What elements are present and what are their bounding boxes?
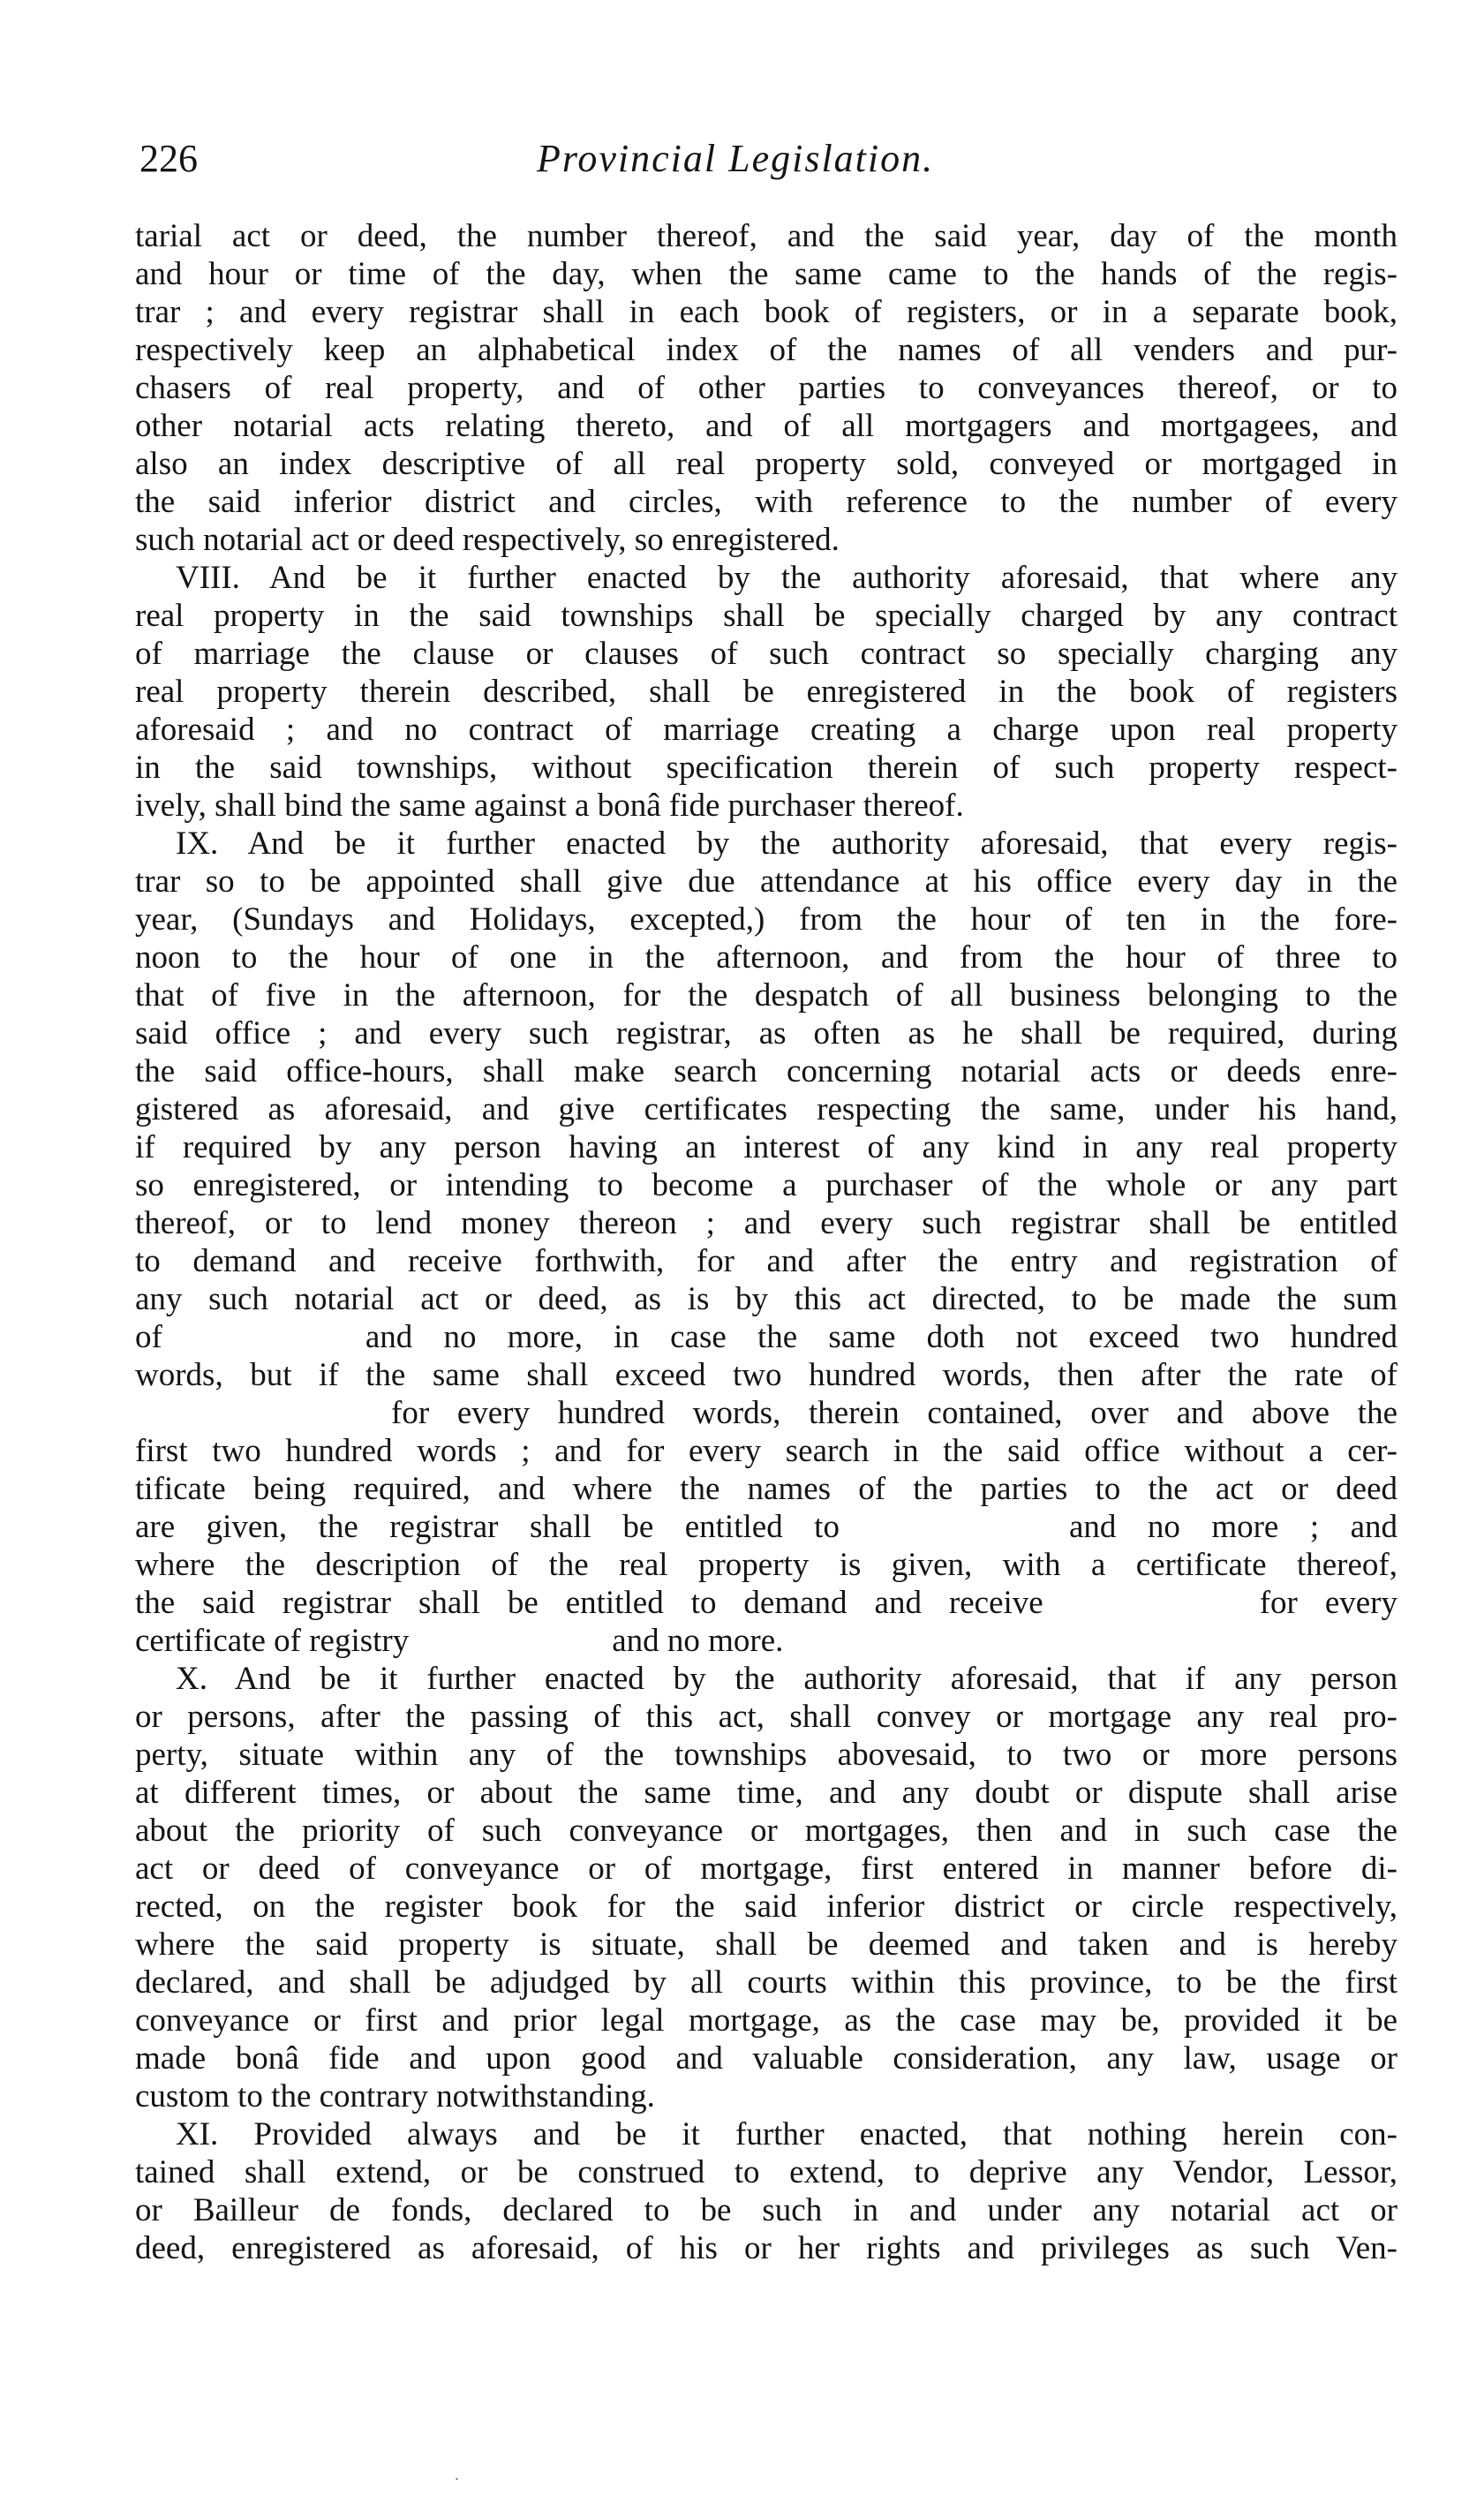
text-line: deed, enregistered as aforesaid, of his or her rights and privileges as such Ven- (135, 2230, 1397, 2266)
text-line: any such notarial act or deed, as is by this act directed, to be made the sum (135, 1281, 1397, 1317)
text-line: conveyance or first and prior legal mortgage, as the case may be, provided it be (135, 2002, 1397, 2039)
text-segment: and no more, in case the same doth not exceed two hundred (365, 1319, 1397, 1355)
text-line: tificate being required, and where the names of the parties to the act or deed (135, 1471, 1397, 1507)
text-line: chasers of real property, and of other parties to conveyances thereof, or to (135, 370, 1397, 406)
text-line: noon to the hour of one in the afternoon, and from the hour of three to (135, 939, 1397, 976)
text-line: rected, on the register book for the said inferior district or circle respectively, (135, 1888, 1397, 1925)
text-line: or persons, after the passing of this act, shall convey or mortgage any real pro- (135, 1699, 1397, 1735)
text-line: tarial act or deed, the number thereof, and the said year, day of the month (135, 218, 1397, 254)
text-line: the said office-hours, shall make search concerning notarial acts or deeds enre- (135, 1053, 1397, 1089)
text-line: thereof, or to lend money thereon ; and every such registrar shall be entitled (135, 1205, 1397, 1241)
text-line: about the priority of such conveyance or mortgages, then and in such case the (135, 1813, 1397, 1849)
section-ix-start: IX. And be it further enacted by the authority aforesaid, that every regis- (176, 826, 1397, 862)
text-segment: of (135, 1319, 162, 1355)
text-line: words, but if the same shall exceed two hundred words, then after the rate of (135, 1357, 1397, 1393)
text-line: so enregistered, or intending to become a purchaser of the whole or any part (135, 1167, 1397, 1203)
text-line: respectively keep an alphabetical index of the names of all venders and pur- (135, 332, 1397, 368)
text-line: that of five in the afternoon, for the despatch of all business belonging to the (135, 977, 1397, 1014)
text-segment: and no more. (612, 1623, 784, 1659)
body-text (135, 217, 1397, 2267)
text-line: real property therein described, shall be enregistered in the book of registers (135, 674, 1397, 710)
section-xi-start: XI. Provided always and be it further enacted, that nothing herein con- (176, 2116, 1397, 2152)
text-line: if required by any person having an interest of any kind in any real property (135, 1129, 1397, 1165)
text-line: trar ; and every registrar shall in each book of registers, or in a separate book, (135, 294, 1397, 330)
text-line: said office ; and every such registrar, as often as he shall be required, during (135, 1015, 1397, 1052)
text-line: such notarial act or deed respectively, so enregistered. (135, 522, 840, 558)
text-line-with-blank (135, 1622, 1397, 1660)
text-line: also an index descriptive of all real property sold, conveyed or mortgaged in (135, 446, 1397, 482)
text-line: act or deed of conveyance or of mortgage, first entered in manner before di- (135, 1851, 1397, 1887)
text-segment: certificate of registry (135, 1623, 410, 1659)
section-viii-start: VIII. And be it further enacted by the authority aforesaid, that where any (176, 560, 1397, 596)
text-line: or Bailleur de fonds, declared to be such in and under any notarial act or (135, 2192, 1397, 2228)
text-line: other notarial acts relating thereto, and of all mortgagers and mortgagees, and (135, 408, 1397, 444)
text-line: aforesaid ; and no contract of marriage creating a charge upon real property (135, 712, 1397, 748)
text-line-with-blank (135, 1584, 1397, 1622)
text-line: trar so to be appointed shall give due attendance at his office every day in the (135, 863, 1397, 900)
section-x-start: X. And be it further enacted by the authority aforesaid, that if any person (176, 1661, 1397, 1697)
page-number: 226 (139, 137, 198, 180)
text-line: of marriage the clause or clauses of such contract so specially charging any (135, 636, 1397, 672)
text-segment: are given, the registrar shall be entitled to (135, 1509, 840, 1545)
running-head: Provincial Legislation. (537, 137, 935, 180)
text-line: where the said property is situate, shall be deemed and taken and is hereby (135, 1926, 1397, 1963)
text-line-with-blank (135, 1318, 1397, 1356)
text-line: and hour or time of the day, when the same came to the hands of the regis- (135, 256, 1397, 292)
text-line: perty, situate within any of the townships abovesaid, to two or more persons (135, 1737, 1397, 1773)
text-line: tained shall extend, or be construed to extend, to deprive any Vendor, Lessor, (135, 2154, 1397, 2190)
text-line: gistered as aforesaid, and give certificates respecting the same, under his hand, (135, 1091, 1397, 1127)
text-line: in the said townships, without specification therein of such property respect- (135, 750, 1397, 786)
text-segment: for every (1259, 1585, 1397, 1621)
text-line: made bonâ fide and upon good and valuable consideration, any law, usage or (135, 2040, 1397, 2077)
text-line: real property in the said townships shall be specially charged by any contract (135, 598, 1397, 634)
page-mark: . (455, 2465, 459, 2484)
text-line-with-blank (135, 1508, 1397, 1546)
text-line-with-blank: for every hundred words, therein contained, over and above the (391, 1395, 1397, 1431)
text-segment: and no more ; and (1068, 1509, 1397, 1545)
text-line: custom to the contrary notwithstanding. (135, 2078, 655, 2115)
text-segment: the said registrar shall be entitled to demand and receive (135, 1585, 1043, 1621)
text-line: at different times, or about the same time, and any doubt or dispute shall arise (135, 1775, 1397, 1811)
page-header (139, 132, 1269, 203)
text-line: the said inferior district and circles, with reference to the number of every (135, 484, 1397, 520)
text-line: year, (Sundays and Holidays, excepted,) from the hour of ten in the fore- (135, 901, 1397, 938)
text-line: to demand and receive forthwith, for and after the entry and registration of (135, 1243, 1397, 1279)
text-line: where the description of the real property is given, with a certificate thereof, (135, 1547, 1397, 1583)
text-line: declared, and shall be adjudged by all courts within this province, to be the first (135, 1964, 1397, 2001)
text-line: first two hundred words ; and for every search in the said office without a cer- (135, 1433, 1397, 1469)
text-line: ively, shall bind the same against a bonâ fide purchaser thereof. (135, 788, 964, 824)
